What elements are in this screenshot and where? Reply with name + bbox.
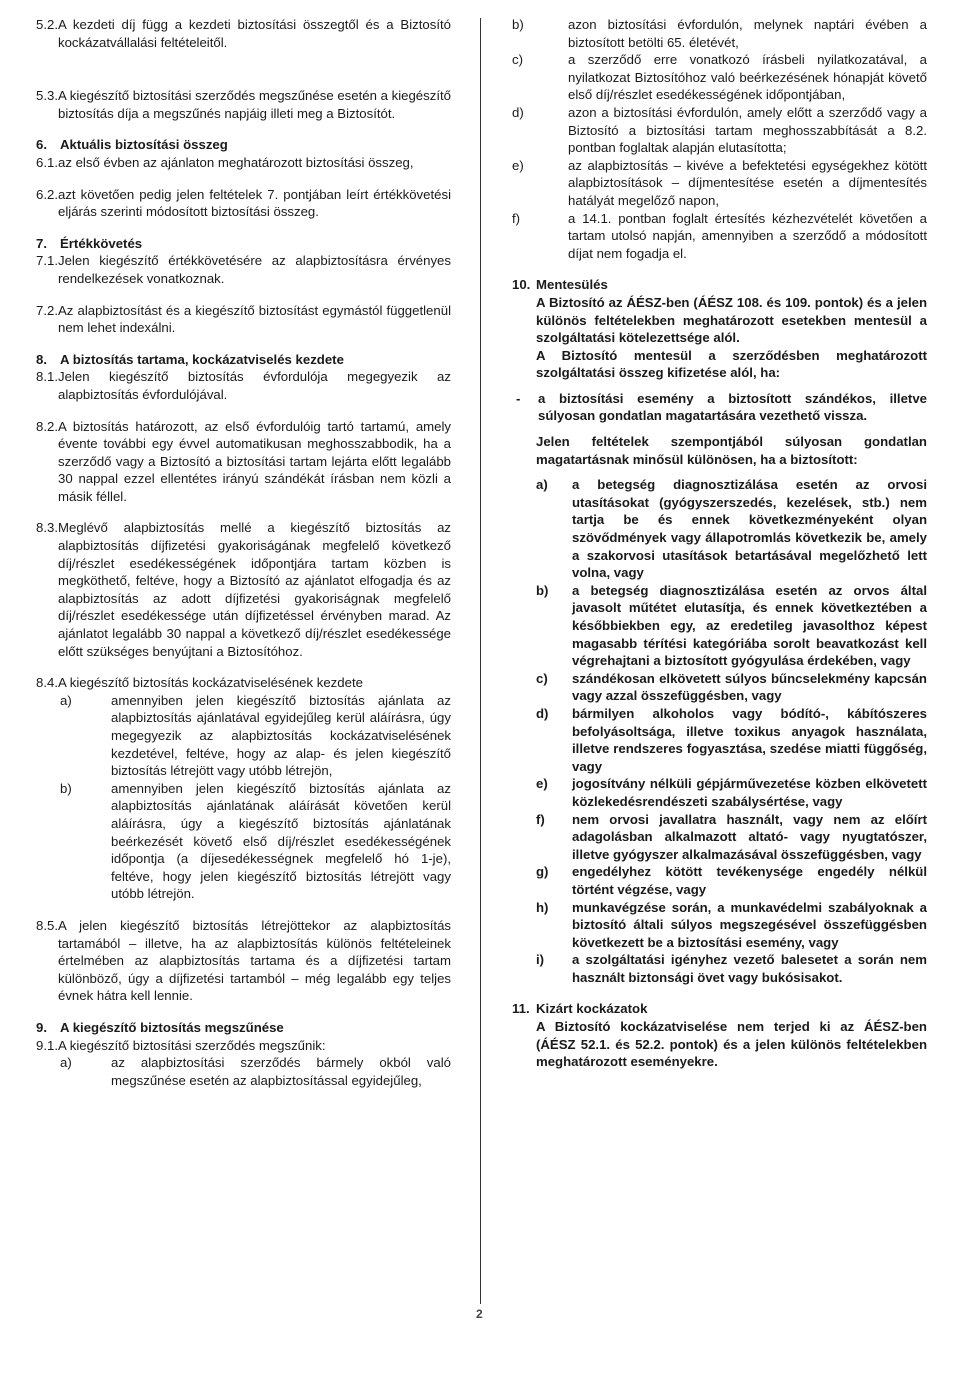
subitem-text: a 14.1. pontban foglalt értesítés kézhezvételét követően a tartam utolsó napján, amennyiben a szerződő a módosított díjat nem fogadja el. bbox=[568, 210, 927, 261]
section-number: 9.1. bbox=[36, 1037, 58, 1053]
section-5-2 bbox=[36, 16, 451, 51]
section-8-4 bbox=[36, 674, 451, 692]
heading-number: 7. bbox=[36, 235, 47, 251]
section-7-1 bbox=[36, 252, 451, 287]
section-9-1 bbox=[36, 1037, 451, 1055]
subitem-label: b) bbox=[536, 582, 549, 598]
subitem-text: a szerződő erre vonatkozó írásbeli nyilatkozatával, a nyilatkozat Biztosítóhoz való beérkezésének hónapját követő első díj/részlet esedékességének időpontjában, bbox=[568, 52, 927, 103]
section-number: 5.2. bbox=[36, 17, 58, 32]
section-text: Jelen kiegészítő biztosítás évfordulója megegyezik az alapbiztosítás évfordulójával. bbox=[58, 369, 451, 402]
negligence-b bbox=[512, 582, 927, 670]
subitem-text: engedélyhez kötött tevékenysége engedély nélkül történt végzése, vagy bbox=[572, 864, 927, 897]
section-number: 6.1. bbox=[36, 154, 58, 170]
column-divider bbox=[480, 18, 481, 1304]
page-number: 2 bbox=[476, 1307, 483, 1321]
dash-label: - bbox=[516, 390, 521, 406]
negligence-h bbox=[512, 899, 927, 952]
negligence-a bbox=[512, 476, 927, 582]
negligence-g bbox=[512, 863, 927, 898]
subitem-text: az alapbiztosítási szerződés bármely okból való megszűnése esetén az alapbiztosítással egyidejűleg, bbox=[111, 1055, 451, 1088]
subitem-text: amennyiben jelen kiegészítő biztosítás ajánlata az alapbiztosítás ajánlatának aláírását követően kerül aláírásra, úgy a kiegészítő biztosítás ajánlatának beérkezését követő első díj/részlet esedékességének időpontja (a díjesedékességnek megfelelő hó 1-je), feltéve, hogy jelen kiegészítő biztosítás létrejött vagy utóbb létrejön. bbox=[111, 780, 451, 902]
subitem-text: a betegség diagnosztizálása esetén az orvosi utasításokat (gyógyszerszedés, kezelések, stb.) nem tartja be és ennek következményeként olyan szövődmények vagy állapotromlás következik be, amely a szakorvosi utasítások betartásával megelőzhető lett volna, vagy bbox=[572, 477, 927, 581]
section-text: A jelen kiegészítő biztosítás létrejöttekor az alapbiztosítás tartamából – illetve, ha az alapbiztosítás különös feltételeinek értelmében az alapbiztosítás tartama és a díjfizetési tartam különböző, úgy a díjfizetési tartamból – még legalább egy teljes évnek hátra kell lennie. bbox=[58, 917, 451, 1004]
section-number: 6.2. bbox=[36, 186, 58, 202]
left-column bbox=[36, 16, 451, 1089]
subitem-label: d) bbox=[512, 104, 524, 120]
section-9-1-a bbox=[36, 1054, 451, 1089]
excluded-risks-paragraph: A Biztosító kockázatviselése nem terjed ki az ÁÉSZ-ben (ÁÉSZ 52.1. és 52.2. pontok) és a jelen különös feltételekben meghatározott eseményekre. bbox=[536, 1019, 927, 1070]
subitem-label: b) bbox=[60, 780, 72, 796]
negligence-intro: Jelen feltételek szempontjából súlyosan gondatlan magatartásnak minősül különösen, ha a biztosított: bbox=[536, 434, 927, 467]
subitem-label: e) bbox=[512, 157, 524, 173]
heading-text: Mentesülés bbox=[536, 277, 608, 293]
section-number: 7.1. bbox=[36, 253, 58, 269]
subitem-label: e) bbox=[536, 776, 548, 792]
subitem-text: a betegség diagnosztizálása esetén az orvos által javasolt műtétet elutasítja, és ennek következtében a későbbiekben egy, az eredetileg javasolthoz képest magasabb térítési kategóriába sorolt beavatkozást kell végrehajtani a biztosított gyógyulása érdekében, vagy bbox=[572, 582, 927, 669]
subitem-label: c) bbox=[536, 670, 548, 686]
subitem-text: azon a biztosítási évfordulón, amely előtt a szerződő vagy a Biztosító a biztosítási tartam meghosszabbítását a 8.2. pontban foglaltak alapján elutasította; bbox=[568, 104, 927, 156]
heading-7 bbox=[36, 235, 451, 253]
termination-e bbox=[512, 157, 927, 210]
section-number: 8.1. bbox=[36, 369, 58, 385]
section-number: 7.2. bbox=[36, 302, 58, 318]
exemption-dash-item bbox=[512, 390, 927, 425]
heading-text: Értékkövetés bbox=[60, 235, 143, 251]
section-8-5 bbox=[36, 917, 451, 1005]
subitem-label: d) bbox=[536, 705, 549, 721]
section-number: 8.5. bbox=[36, 917, 58, 933]
exemption-paragraph: A Biztosító az ÁÉSZ-ben (ÁÉSZ 108. és 109. pontok) és a jelen különös feltételekben meghatározott esetekben mentesül a szolgáltatási kötelezettsége alól. bbox=[536, 294, 927, 346]
subitem-label: h) bbox=[536, 899, 549, 915]
negligence-f bbox=[512, 811, 927, 864]
section-text: A kiegészítő biztosítás kockázatviselésének kezdete bbox=[58, 675, 363, 691]
heading-number: 10. bbox=[512, 277, 531, 293]
section-8-3 bbox=[36, 519, 451, 660]
subitem-text: munkavégzése során, a munkavédelmi szabályoknak a biztosító általi súlyos megszegésével összefüggésben következett be a biztosítási esemény, vagy bbox=[572, 899, 927, 950]
section-number: 8.3. bbox=[36, 520, 58, 536]
subitem-label: f) bbox=[536, 811, 545, 827]
subitem-text: amennyiben jelen kiegészítő biztosítás ajánlata az alapbiztosítás ajánlatával egyidejűleg kerül aláírásra, úgy megegyezik az alapbiztosítás kockázatviselésének kezdetével, feltéve, hogy az alap- és jelen kiegészítő biztosítás létrejött vagy utóbb létrejön, bbox=[111, 692, 451, 779]
section-text: Meglévő alapbiztosítás mellé a kiegészítő biztosítás az alapbiztosítás díjfizetési gyakoriságának megfelelő következő díj/részlet esedékességének időpontjára tartam közben is megköthető, feltéve, hogy a Biztosító az ajánlatot elfogadja és az alapbiztosítás az adott díjfizetési gyakoriságnak megfelelő díj/részlet esedékessége után díjfizetéssel érvényben marad. Az ajánlatot legalább 30 nappal a következő díj/részlet esedékessége előtt szükséges benyújtani a Biztosítóhoz. bbox=[58, 520, 451, 659]
section-5-3 bbox=[36, 87, 451, 122]
section-8-4-a bbox=[36, 692, 451, 780]
heading-10 bbox=[512, 276, 927, 294]
section-text: Jelen kiegészítő értékkövetésére az alapbiztosításra érvényes rendelkezések vonatkoznak. bbox=[58, 253, 451, 286]
heading-text: A kiegészítő biztosítás megszűnése bbox=[60, 1019, 284, 1035]
termination-d bbox=[512, 104, 927, 157]
heading-8 bbox=[36, 351, 451, 369]
section-number: 8.2. bbox=[36, 418, 58, 434]
section-8-1 bbox=[36, 368, 451, 403]
section-6-2 bbox=[36, 186, 451, 221]
exemption-condition: A Biztosító mentesül a szerződésben meghatározott szolgáltatási összeg kifizetése alól, ha: bbox=[536, 347, 927, 381]
subitem-label: c) bbox=[512, 52, 523, 68]
negligence-e bbox=[512, 775, 927, 810]
section-text: A kezdeti díj függ a kezdeti biztosítási összegtől és a Biztosító kockázatvállalási feltételeitől. bbox=[58, 17, 451, 50]
section-text: Az alapbiztosítást és a kiegészítő biztosítást egymástól függetlenül nem lehet indexálni. bbox=[58, 302, 451, 336]
section-8-4-b bbox=[36, 780, 451, 903]
subitem-text: szándékosan elkövetett súlyos bűncselekmény kapcsán vagy azzal összefüggésben, vagy bbox=[572, 670, 927, 704]
heading-number: 11. bbox=[512, 1001, 530, 1017]
subitem-label: i) bbox=[536, 952, 545, 968]
subitem-text: azon biztosítási évfordulón, melynek naptári évében a biztosított betölti 65. életévét, bbox=[568, 17, 927, 50]
subitem-text: a szolgáltatási igényhez vezető balesetet a során nem használt biztonsági övet vagy bukósisakot. bbox=[572, 952, 927, 985]
section-text: A kiegészítő biztosítási szerződés megszűnik: bbox=[58, 1037, 326, 1053]
subitem-label: a) bbox=[536, 477, 548, 493]
subitem-text: bármilyen alkoholos vagy bódító-, kábítószeres befolyásoltsága, illetve toxikus anyagok használata, illetve rendszeres fogyasztása, szedése miatti függőség, vagy bbox=[572, 705, 927, 774]
subitem-text: az alapbiztosítás – kivéve a befektetési egységekhez kötött alapbiztosítások – díjmentesítése esetén a díjmentesítés hatályát megelőző napon, bbox=[568, 157, 927, 208]
heading-6 bbox=[36, 136, 451, 154]
heading-text: A biztosítás tartama, kockázatviselés kezdete bbox=[60, 351, 344, 367]
heading-number: 8. bbox=[36, 351, 47, 367]
right-column bbox=[512, 16, 927, 1071]
heading-11 bbox=[512, 1000, 927, 1018]
section-text: az első évben az ajánlaton meghatározott biztosítási összeg, bbox=[58, 154, 414, 170]
section-text: A biztosítás határozott, az első évfordulóig tartó tartamú, amely évente további egy évvel automatikusan meghosszabbodik, ha a szerződő vagy a Biztosító a biztosítási tartam lejárta előtt legalább 30 nappal ezzel ellentétes irányú szándékát írásban nem közli a másik féllel. bbox=[58, 418, 451, 504]
termination-c bbox=[512, 51, 927, 104]
section-text: azt követően pedig jelen feltételek 7. pontjában leírt értékkövetési eljárás szerinti módosított biztosítási összeg. bbox=[58, 186, 451, 220]
subitem-label: a) bbox=[60, 1055, 72, 1071]
heading-text: Aktuális biztosítási összeg bbox=[60, 137, 228, 153]
subitem-text: jogosítvány nélküli gépjárművezetése közben elkövetett közlekedésrendészeti szabálysértése, vagy bbox=[572, 776, 927, 809]
subitem-label: b) bbox=[512, 17, 524, 32]
negligence-i bbox=[512, 951, 927, 986]
negligence-c bbox=[512, 670, 927, 705]
heading-text: Kizárt kockázatok bbox=[536, 1001, 648, 1017]
subitem-text: nem orvosi javallatra használt, vagy nem az előírt adagolásban alkalmazott altató- vagy nyugtatószer, illetve gyógyszer alkalmazásával összefüggésben, vagy bbox=[572, 811, 927, 862]
section-text: A kiegészítő biztosítási szerződés megszűnése esetén a kiegészítő biztosítás díja a megszűnés napjáig illeti meg a Biztosítót. bbox=[58, 88, 451, 121]
section-6-1 bbox=[36, 154, 451, 172]
heading-number: 6. bbox=[36, 137, 47, 153]
section-7-2 bbox=[36, 302, 451, 337]
termination-b bbox=[512, 16, 927, 51]
subitem-label: f) bbox=[512, 210, 521, 226]
heading-9 bbox=[36, 1019, 451, 1037]
heading-number: 9. bbox=[36, 1019, 47, 1035]
subitem-label: g) bbox=[536, 864, 549, 880]
subitem-label: a) bbox=[60, 692, 72, 708]
section-number: 8.4. bbox=[36, 675, 58, 691]
section-8-2 bbox=[36, 418, 451, 506]
section-number: 5.3. bbox=[36, 88, 58, 104]
termination-f bbox=[512, 210, 927, 263]
negligence-d bbox=[512, 705, 927, 775]
dash-text: a biztosítási esemény a biztosított szándékos, illetve súlyosan gondatlan magatartására vezethető vissza. bbox=[538, 390, 927, 424]
